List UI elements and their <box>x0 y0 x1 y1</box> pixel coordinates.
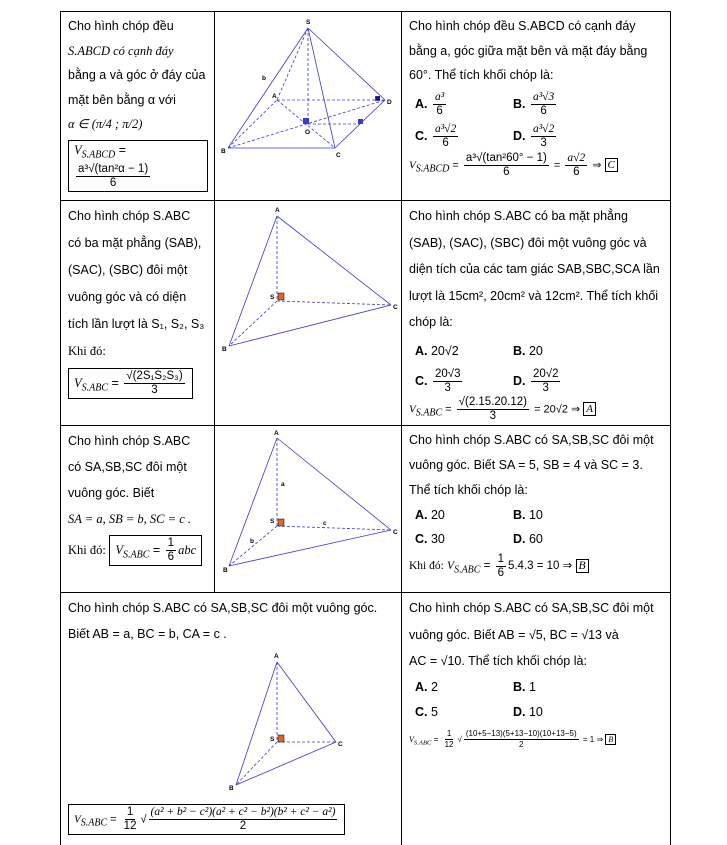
frac-den: 6 <box>497 566 504 579</box>
q-line: AC = √10. Thể tích khối chóp là: <box>409 654 587 669</box>
row3-figure <box>215 426 402 593</box>
row1-figure <box>215 12 402 201</box>
formula-sub: S.ABC <box>80 817 108 829</box>
frac-den: 2 <box>519 739 524 749</box>
frac-den: 3 <box>540 136 547 149</box>
right-angle-marker <box>278 519 284 526</box>
formula-sub: S.ABC <box>81 382 109 394</box>
frac-den: 12 <box>123 820 137 833</box>
frac-den: 6 <box>436 104 443 117</box>
option-b[interactable] <box>513 336 663 366</box>
label-B: B <box>221 148 226 155</box>
option-key: B. <box>513 343 526 358</box>
option-frac <box>531 123 556 150</box>
sol-frac <box>457 396 529 423</box>
q-line: Cho hình chóp S.ABC có SA,SB,SC đôi một <box>409 433 654 448</box>
row1-left-line: S.ABCD có cạnh đáy <box>68 43 174 58</box>
option-key: C. <box>415 704 428 719</box>
formula-sub: S.ABC <box>122 549 150 561</box>
answer-badge: B <box>605 734 616 745</box>
sol-arrow: ⇒ <box>596 734 604 744</box>
formula-lhs: V <box>74 375 82 390</box>
label-C: C <box>338 741 343 749</box>
right-angle-marker <box>303 118 309 124</box>
frac-den: 3 <box>489 409 497 422</box>
sol-eq: = 20√2 <box>534 402 568 415</box>
frac-num: √(2S₁S₂S₃) <box>126 370 183 382</box>
sol-arrow: ⇒ <box>592 158 602 171</box>
row2-left-line: Cho hình chóp S.ABC <box>68 209 191 223</box>
frac-num: a³√(tan²α − 1) <box>78 163 149 175</box>
option-value: 2 <box>430 679 438 694</box>
option-key: A. <box>415 96 428 111</box>
sol-sub: S.ABC <box>413 739 432 747</box>
frac-num: 1 <box>497 552 504 565</box>
option-key: D. <box>513 532 526 547</box>
label-b: b <box>250 538 254 546</box>
option-b[interactable] <box>513 503 663 527</box>
row3-left <box>61 426 215 593</box>
frac-den: 3 <box>151 384 158 396</box>
row1-question <box>402 12 671 201</box>
right-angle-marker <box>358 119 363 124</box>
row2-left-line: vuông góc và có diện <box>68 290 187 304</box>
edge-SB <box>229 301 277 346</box>
edge-AC <box>277 216 391 305</box>
option-b[interactable] <box>513 88 663 120</box>
option-value: 20√2 <box>430 343 459 358</box>
edge-BC <box>229 305 391 346</box>
row1-left-line: bằng a và góc ở đáy của <box>68 68 206 82</box>
row2-formula-box: $V_{S.ABC}$ = $\frac{\text{√(2S₁S₂S₃)}}{3}$ <box>68 368 193 399</box>
option-a[interactable] <box>415 503 513 527</box>
option-key: A. <box>415 679 428 694</box>
edge-SC <box>308 28 335 148</box>
solution: Khi đó: $V_{S.ABC}$ = $\frac{1}{6}$ 5.4.3 = 10 ⇒ B <box>409 551 664 585</box>
option-a[interactable] <box>415 336 513 366</box>
answer-badge: B <box>576 559 589 573</box>
option-value: 10 <box>528 704 543 719</box>
row1-left-line: mặt bên bằng α với <box>68 92 176 107</box>
option-value: 20 <box>430 508 445 523</box>
label-A: A <box>272 93 277 100</box>
sol-frac <box>464 729 579 750</box>
formula-frac <box>124 370 184 397</box>
option-d[interactable] <box>513 527 663 551</box>
option-key: D. <box>513 128 526 143</box>
frac-den: 6 <box>573 165 580 178</box>
options <box>409 503 664 551</box>
solution: $V_{S.ABC}$ = $\frac{√(2.15.20.12)}{3}$ = 20√2 ⇒ A <box>409 396 664 426</box>
formula-prefix: Khi đó: <box>68 542 106 557</box>
sol-prefix: Khi đó: <box>409 560 444 573</box>
frac-num: a√2 <box>567 151 586 164</box>
sol-lhs: V <box>447 560 455 573</box>
option-c[interactable] <box>415 366 513 396</box>
edge-AC <box>277 438 391 530</box>
frac-den: 6 <box>503 165 510 178</box>
row3-formula-line <box>68 532 208 566</box>
sol-sub: S.ABC <box>415 407 443 419</box>
formula-frac <box>76 163 150 190</box>
q-line: 60°. Thể tích khối chóp là: <box>409 68 554 82</box>
frac-num: 1 <box>126 806 134 819</box>
edge-AC <box>277 662 336 742</box>
formula-lhs: V <box>74 813 81 826</box>
square-pyramid-figure <box>215 12 402 197</box>
option-c[interactable] <box>415 120 513 152</box>
row3-question <box>402 426 671 593</box>
frac-num: (10+5−13)(5+13−10)(10+13−5) <box>465 728 577 738</box>
table-row <box>61 426 671 593</box>
frac-num: a³√(tan²60° − 1) <box>465 151 547 164</box>
row1-left-line: Cho hình chóp đều <box>68 19 174 33</box>
edge-SC <box>277 526 391 530</box>
formula-lhs: V <box>74 142 82 157</box>
row2-left-line: Khi đó: <box>68 344 106 358</box>
label-A: A <box>274 653 279 661</box>
options <box>409 336 664 396</box>
sol-arrow: ⇒ <box>562 560 573 573</box>
q-line: Cho hình chóp S.ABC có SA,SB,SC đôi một <box>409 601 654 616</box>
frac-num: 1 <box>167 537 175 550</box>
edge-AB <box>229 438 277 566</box>
option-key: D. <box>513 373 526 388</box>
edge-BC <box>229 530 391 566</box>
edge-SD <box>308 28 385 100</box>
options <box>409 675 664 725</box>
solution: $V_{S.ABCD}$ = $\frac{\text{a³√(tan²60° − 1)}}{6}$ = $\frac{a√2}{6}$ ⇒ C <box>409 152 664 183</box>
frac-den: 2 <box>239 820 247 833</box>
row1-left <box>61 12 215 201</box>
frac-den: 3 <box>444 381 451 394</box>
label-B: B <box>222 346 227 353</box>
row4-question <box>402 593 671 845</box>
option-key: C. <box>415 128 428 143</box>
frac-num: a³√2 <box>434 122 457 135</box>
sol-frac <box>496 553 506 580</box>
option-value: 10 <box>528 508 543 523</box>
answer-badge: C <box>605 158 618 172</box>
edge-SC <box>277 301 391 305</box>
table-row <box>61 12 671 201</box>
sol-eq: = <box>553 158 561 171</box>
label-D: D <box>387 99 392 106</box>
formula-table <box>60 11 671 845</box>
row4-left-line: Cho hình chóp S.ABC có SA,SB,SC đôi một vuông góc. <box>68 601 378 616</box>
q-line: vuông góc. Biết AB = √5, BC = √13 và <box>409 627 619 642</box>
row3-formula-box <box>109 535 202 566</box>
option-key: C. <box>415 532 428 547</box>
sol-arrow: ⇒ <box>571 402 581 415</box>
label-A: A <box>275 207 280 214</box>
sol-lhs: V <box>409 158 416 171</box>
option-frac <box>433 123 458 150</box>
trirectangular-pyramid-figure <box>215 426 402 589</box>
label-c: c <box>323 520 327 528</box>
label-B: B <box>229 785 234 793</box>
option-key: B. <box>513 679 526 694</box>
edge-BC <box>236 742 336 785</box>
option-c[interactable] <box>415 527 513 551</box>
frac-den: 3 <box>542 381 549 394</box>
option-a[interactable] <box>415 675 513 700</box>
frac-num: a³ <box>434 90 445 103</box>
option-frac <box>433 91 446 118</box>
option-d[interactable] <box>513 120 663 152</box>
option-value: 5 <box>430 704 438 719</box>
trirectangular-pyramid-figure <box>61 647 402 797</box>
label-S: S <box>270 736 275 744</box>
option-frac <box>433 368 463 395</box>
sol-sub: S.ABC <box>454 564 481 576</box>
label-A: A <box>274 430 279 438</box>
row1-formula-box: $V_{S.ABCD}$ = $\frac{\text{a³√(tan²α − 1)}}{6}$ <box>68 140 208 193</box>
option-key: B. <box>513 96 526 111</box>
row4-formula-box: $V_{S.ABC}$ = $\frac{1}{12}$ √ $\frac{\text{(a² + b² − c²)(a² + c² − b²)(b² + c² − a²)}}{2}$ <box>68 804 345 835</box>
edge-AB <box>236 662 277 785</box>
option-key: A. <box>415 343 428 358</box>
option-key: D. <box>513 704 526 719</box>
frac-den: 6 <box>442 136 449 149</box>
row2-question <box>402 201 671 426</box>
row4-left-line: Biết AB = a, BC = b, CA = c . <box>68 627 227 642</box>
option-frac <box>531 91 556 118</box>
frac-den: 6 <box>109 177 117 189</box>
right-angle-marker <box>278 293 284 300</box>
row2-figure <box>215 201 402 426</box>
label-S: S <box>270 294 275 301</box>
option-frac <box>531 368 561 395</box>
row4-left <box>61 593 402 845</box>
option-key: C. <box>415 373 428 388</box>
q-line: chóp là: <box>409 315 453 329</box>
sol-frac2 <box>565 152 587 179</box>
sol-lhs: V <box>409 402 416 415</box>
row3-left-line: vuông góc. Biết <box>68 486 155 501</box>
label-C: C <box>393 529 398 537</box>
sol-frac <box>464 152 549 179</box>
label-alpha: α <box>376 95 380 102</box>
frac-num: (a² + b² − c²)(a² + c² − b²)(b² + c² − a²) <box>150 806 336 819</box>
option-b[interactable] <box>513 675 663 700</box>
label-S: S <box>306 19 311 26</box>
option-value: 20 <box>528 343 543 358</box>
frac-den: 12 <box>444 739 454 749</box>
label-B: B <box>223 567 228 575</box>
option-value: 60 <box>528 532 543 547</box>
row1-left-line: α ∈ (π/4 ; π/2) <box>68 117 143 131</box>
solution: $V_{S.ABC}$ = $\frac{1}{12}$ √ $\frac{(10+5-13)(5+13-10)(10+13-5)}{2}$ = 1 ⇒ B <box>409 725 664 759</box>
option-d[interactable] <box>513 366 663 396</box>
formula-frac <box>149 806 338 833</box>
row3-left-line: có SA,SB,SC đôi một <box>68 460 187 475</box>
frac-num: √(2.15.20.12) <box>458 395 527 408</box>
row3-left-line: SA = a, SB = b, SC = c . <box>68 512 191 527</box>
q-line: diện tích của các tam giác SAB,SBC,SCA lần <box>409 262 660 276</box>
q-line: bằng a, góc giữa mặt bên và mặt đáy bằng <box>409 43 648 58</box>
row3-left-line: Cho hình chóp S.ABC <box>68 434 191 449</box>
label-b: b <box>262 75 266 82</box>
sol-sub: S.ABCD <box>415 163 450 175</box>
q-line: (SAB), (SAC), (SBC) đôi một vuông góc và <box>409 235 647 250</box>
frac-num: a³√2 <box>532 122 555 135</box>
formula-eq: = <box>152 542 161 557</box>
q-line: vuông góc. Biết SA = 5, SB = 4 và SC = 3. <box>409 458 643 473</box>
label-C: C <box>336 152 341 159</box>
label-a: a <box>281 481 285 489</box>
option-value: 30 <box>430 532 445 547</box>
sol-coef <box>443 729 456 750</box>
option-a[interactable] <box>415 88 513 120</box>
frac-num: 20√3 <box>434 367 461 380</box>
formula-lhs: V <box>115 542 123 557</box>
table-row <box>61 593 671 845</box>
option-c[interactable] <box>415 700 513 725</box>
option-key: B. <box>513 508 526 523</box>
edge-SB <box>236 742 277 785</box>
row2-left <box>61 201 215 426</box>
q-line: lượt là 15cm², 20cm² và 12cm². Thể tích khối <box>409 288 659 303</box>
frac-den: 6 <box>167 551 175 564</box>
frac-den: 6 <box>540 104 547 117</box>
edge-SB <box>228 28 311 148</box>
q-line: Cho hình chóp S.ABC có ba mặt phẳng <box>409 209 628 223</box>
options <box>409 88 664 152</box>
row2-left-line: có ba mặt phẳng (SAB), <box>68 236 202 250</box>
edge-AB <box>229 216 277 346</box>
frac-num: a³√3 <box>532 90 555 103</box>
option-key: A. <box>415 508 428 523</box>
formula-sub: S.ABCD <box>81 149 116 160</box>
trirectangular-pyramid-figure <box>215 201 402 414</box>
q-line: Thể tích khối chóp là: <box>409 483 528 498</box>
label-S: S <box>270 518 275 526</box>
label-C: C <box>393 304 398 311</box>
formula-tail: abc <box>178 542 197 557</box>
table-row <box>61 201 671 426</box>
formula-coef <box>122 806 139 833</box>
option-value: 1 <box>528 679 536 694</box>
label-O: O <box>305 129 311 136</box>
formula-frac <box>166 537 176 564</box>
right-angle-marker <box>278 735 284 742</box>
edge-SA <box>277 28 308 100</box>
option-d[interactable] <box>513 700 663 725</box>
sol-lhs: V <box>409 734 414 744</box>
sol-eq: 5.4.3 = 10 <box>507 560 560 573</box>
answer-badge: A <box>583 402 596 416</box>
sol-eq: = 1 <box>582 734 595 744</box>
frac-num: 1 <box>446 728 452 738</box>
row2-left-line: (SAC), (SBC) đôi một <box>68 263 188 277</box>
q-line: Cho hình chóp đều S.ABCD có cạnh đáy <box>409 19 636 33</box>
row2-left-line: tích lần lượt là S₁, S₂, S₃ <box>68 317 205 331</box>
frac-num: 20√2 <box>532 367 559 380</box>
